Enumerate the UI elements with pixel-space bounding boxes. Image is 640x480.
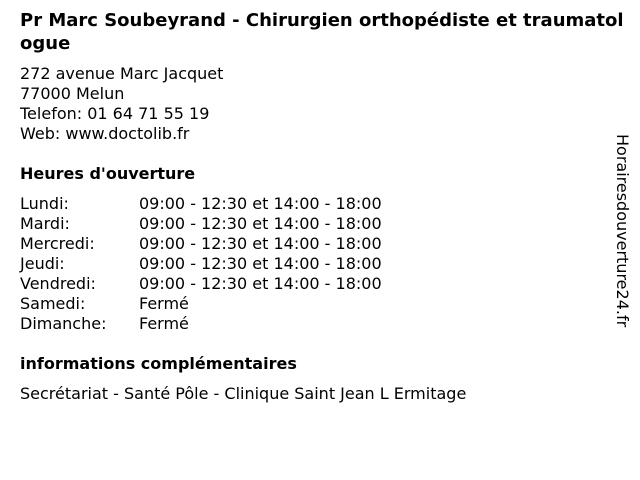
- hours-row-wednesday: [20, 234, 382, 254]
- page-title: Pr Marc Soubeyrand - Chirurgien orthopédiste et traumatologue: [20, 10, 624, 54]
- day-label: Vendredi:: [20, 274, 96, 293]
- address-block: [20, 64, 223, 144]
- day-hours: Fermé: [139, 314, 189, 333]
- street-address: 272 avenue Marc Jacquet: [20, 64, 224, 83]
- opening-hours-heading: Heures d'ouverture: [20, 164, 196, 183]
- hours-row-tuesday: [20, 214, 382, 234]
- hours-row-friday: [20, 274, 382, 294]
- opening-hours-table: [20, 194, 382, 334]
- additional-info-text: Secrétariat - Santé Pôle - Clinique Saint Jean L Ermitage: [20, 384, 467, 403]
- day-hours: 09:00 - 12:30 et 14:00 - 18:00: [139, 234, 382, 253]
- hours-row-monday: [20, 194, 382, 214]
- day-label: Mardi:: [20, 214, 70, 233]
- day-label: Samedi:: [20, 294, 86, 313]
- watermark: Horairesdouverture24.fr: [613, 134, 632, 328]
- phone-number: Telefon: 01 64 71 55 19: [20, 104, 210, 123]
- hours-row-sunday: [20, 314, 382, 334]
- day-label: Jeudi:: [20, 254, 65, 273]
- additional-info-heading: informations complémentaires: [20, 354, 297, 373]
- day-hours: 09:00 - 12:30 et 14:00 - 18:00: [139, 214, 382, 233]
- day-hours: Fermé: [139, 294, 189, 313]
- hours-row-saturday: [20, 294, 382, 314]
- city: 77000 Melun: [20, 84, 125, 103]
- website: Web: www.doctolib.fr: [20, 124, 190, 143]
- day-hours: 09:00 - 12:30 et 14:00 - 18:00: [139, 254, 382, 273]
- day-hours: 09:00 - 12:30 et 14:00 - 18:00: [139, 194, 382, 213]
- day-label: Mercredi:: [20, 234, 95, 253]
- day-hours: 09:00 - 12:30 et 14:00 - 18:00: [139, 274, 382, 293]
- hours-row-thursday: [20, 254, 382, 274]
- day-label: Dimanche:: [20, 314, 107, 333]
- day-label: Lundi:: [20, 194, 69, 213]
